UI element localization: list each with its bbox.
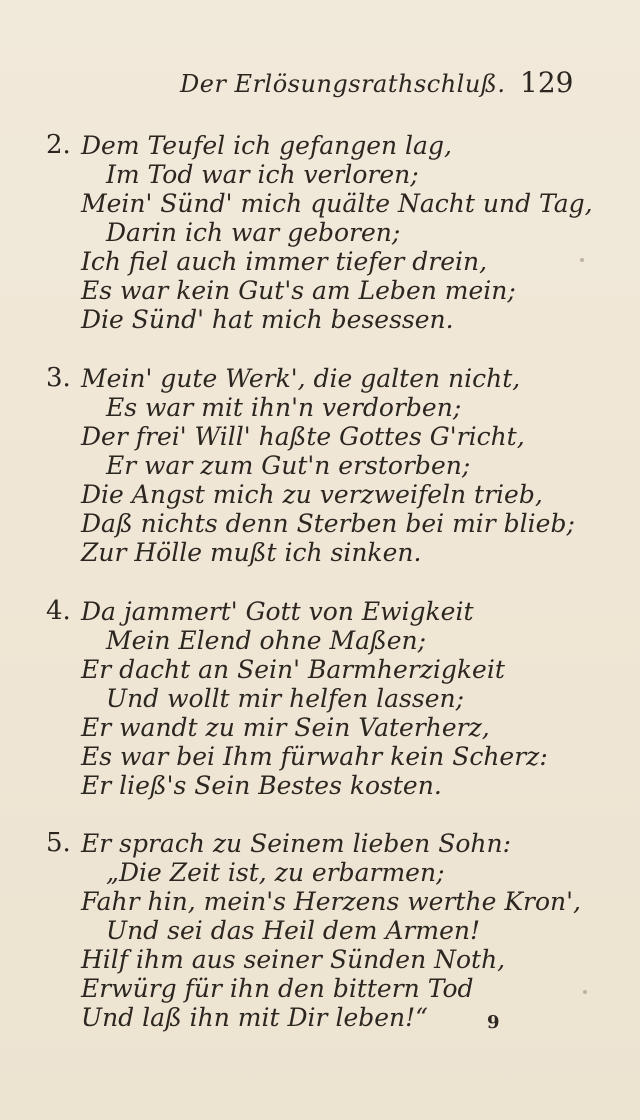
verse-line: Es war bei Ihm fürwahr kein Scherz: — [81, 742, 548, 771]
verse-line: Zur Hölle mußt ich sinken. — [81, 538, 422, 567]
running-head-title: Der Erlösungsrathschluß. — [180, 70, 506, 98]
signature-mark: 9 — [487, 1012, 500, 1033]
verse-line: Fahr hin, mein's Herzens werthe Kron', — [81, 887, 581, 916]
stanza-number: 5. — [46, 828, 71, 858]
paper-speck — [580, 258, 584, 262]
verse-line: Daß nichts denn Sterben bei mir blieb; — [81, 509, 575, 538]
verse-line: Erwürg für ihn den bittern Tod — [81, 974, 474, 1003]
verse-line: Er wandt zu mir Sein Vaterherz, — [81, 713, 490, 742]
verse-line: Er sprach zu Seinem lieben Sohn: — [81, 829, 512, 858]
verse-line: Und laß ihn mit Dir leben!“ — [81, 1003, 428, 1032]
verse-line: Der frei' Will' haßte Gottes G'richt, — [81, 422, 525, 451]
page-number: 129 — [520, 66, 574, 99]
verse-line: Und wollt mir helfen lassen; — [106, 684, 465, 713]
verse-line: Er dacht an Sein' Barmherzigkeit — [81, 655, 505, 684]
verse-line: Darin ich war geboren; — [106, 218, 401, 247]
verse-line: „Die Zeit ist, zu erbarmen; — [106, 858, 445, 887]
stanza-number: 2. — [46, 130, 71, 160]
stanza-number: 4. — [46, 596, 71, 626]
verse-line: Da jammert' Gott von Ewigkeit — [81, 597, 474, 626]
running-head — [0, 62, 640, 102]
verse-line: Mein' gute Werk', die galten nicht, — [81, 364, 521, 393]
verse-line: Mein' Sünd' mich quälte Nacht und Tag, — [81, 189, 593, 218]
paper-speck — [583, 990, 587, 994]
stanza-number: 3. — [46, 363, 71, 393]
verse-line: Er war zum Gut'n erstorben; — [106, 451, 471, 480]
verse-line: Und sei das Heil dem Armen! — [106, 916, 481, 945]
verse-line: Die Angst mich zu verzweifeln trieb, — [81, 480, 543, 509]
verse-line: Im Tod war ich verloren; — [106, 160, 419, 189]
verse-line: Mein Elend ohne Maßen; — [106, 626, 427, 655]
verse-line: Er ließ's Sein Bestes kosten. — [81, 771, 442, 800]
verse-line: Es war mit ihn'n verdorben; — [106, 393, 462, 422]
verse-line: Es war kein Gut's am Leben mein; — [81, 276, 516, 305]
verse-line: Die Sünd' hat mich besessen. — [81, 305, 454, 334]
verse-line: Dem Teufel ich gefangen lag, — [81, 131, 452, 160]
verse-line: Ich fiel auch immer tiefer drein, — [81, 247, 488, 276]
verse-line: Hilf ihm aus seiner Sünden Noth, — [81, 945, 506, 974]
